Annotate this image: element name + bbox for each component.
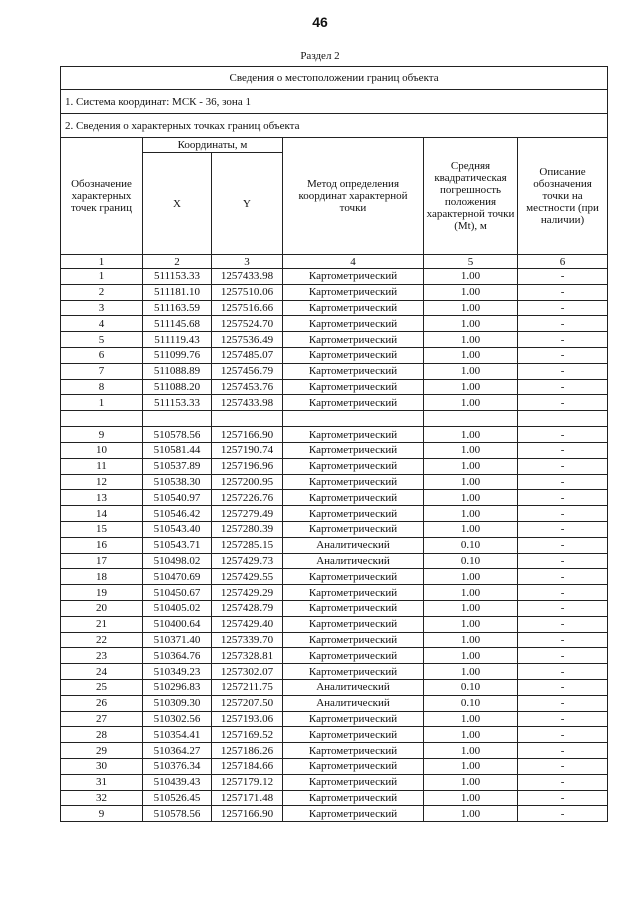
method-cell: Картометрический xyxy=(283,632,424,648)
error-cell: 1.00 xyxy=(424,616,518,632)
point-id-cell: 28 xyxy=(61,727,143,743)
point-id-cell: 1 xyxy=(61,269,143,285)
x-coordinate-cell: 510371.40 xyxy=(143,632,212,648)
x-coordinate-cell: 511099.76 xyxy=(143,347,212,363)
description-cell: - xyxy=(518,316,608,332)
point-id-cell: 23 xyxy=(61,648,143,664)
description-cell: - xyxy=(518,585,608,601)
y-coordinate-cell: 1257285.15 xyxy=(212,537,283,553)
y-coordinate-cell: 1257302.07 xyxy=(212,664,283,680)
table-row xyxy=(61,316,608,332)
method-cell: Картометрический xyxy=(283,569,424,585)
y-coordinate-cell: 1257428.79 xyxy=(212,600,283,616)
x-coordinate-cell: 510578.56 xyxy=(143,427,212,443)
y-coordinate-cell: 1257339.70 xyxy=(212,632,283,648)
point-id-cell: 26 xyxy=(61,695,143,711)
column-number-row xyxy=(61,255,608,269)
error-cell: 1.00 xyxy=(424,648,518,664)
method-cell: Картометрический xyxy=(283,616,424,632)
point-id-cell: 31 xyxy=(61,774,143,790)
y-coordinate-cell: 1257429.29 xyxy=(212,585,283,601)
description-cell: - xyxy=(518,743,608,759)
method-cell: Аналитический xyxy=(283,553,424,569)
point-id-cell: 9 xyxy=(61,427,143,443)
description-cell: - xyxy=(518,790,608,806)
description-cell: - xyxy=(518,284,608,300)
error-cell: 1.00 xyxy=(424,743,518,759)
column-number: 6 xyxy=(518,255,608,269)
x-coordinate-cell: 510439.43 xyxy=(143,774,212,790)
x-coordinate-cell: 510581.44 xyxy=(143,442,212,458)
x-coordinate-cell: 511153.33 xyxy=(143,395,212,411)
table-row xyxy=(61,616,608,632)
x-coordinate-cell: 511181.10 xyxy=(143,284,212,300)
description-cell: - xyxy=(518,553,608,569)
table-row xyxy=(61,664,608,680)
y-coordinate-cell: 1257280.39 xyxy=(212,521,283,537)
error-cell: 1.00 xyxy=(424,758,518,774)
description-cell: - xyxy=(518,537,608,553)
header-coordinates: Координаты, м xyxy=(143,138,283,153)
separator-cell xyxy=(212,411,283,427)
x-coordinate-cell: 510578.56 xyxy=(143,806,212,822)
error-cell: 1.00 xyxy=(424,300,518,316)
column-number: 1 xyxy=(61,255,143,269)
table-row xyxy=(61,474,608,490)
point-id-cell: 18 xyxy=(61,569,143,585)
method-cell: Картометрический xyxy=(283,427,424,443)
y-coordinate-cell: 1257429.73 xyxy=(212,553,283,569)
x-coordinate-cell: 510526.45 xyxy=(143,790,212,806)
description-cell: - xyxy=(518,632,608,648)
table-title: Сведения о местоположении границ объекта xyxy=(61,67,608,90)
point-id-cell: 29 xyxy=(61,743,143,759)
x-coordinate-cell: 510546.42 xyxy=(143,506,212,522)
y-coordinate-cell: 1257536.49 xyxy=(212,332,283,348)
method-cell: Картометрический xyxy=(283,490,424,506)
error-cell: 1.00 xyxy=(424,474,518,490)
method-cell: Картометрический xyxy=(283,727,424,743)
point-id-cell: 19 xyxy=(61,585,143,601)
error-cell: 1.00 xyxy=(424,600,518,616)
x-coordinate-cell: 511163.59 xyxy=(143,300,212,316)
description-cell: - xyxy=(518,806,608,822)
error-cell: 1.00 xyxy=(424,427,518,443)
y-coordinate-cell: 1257510.06 xyxy=(212,284,283,300)
description-cell: - xyxy=(518,379,608,395)
table-row xyxy=(61,679,608,695)
description-cell: - xyxy=(518,711,608,727)
y-coordinate-cell: 1257169.52 xyxy=(212,727,283,743)
y-coordinate-cell: 1257193.06 xyxy=(212,711,283,727)
x-coordinate-cell: 510405.02 xyxy=(143,600,212,616)
header-error: Средняя квадратическая погрешность положения характерной точки (Mt), м xyxy=(424,138,518,255)
header-method: Метод определения координат характерной точки xyxy=(283,138,424,255)
error-cell: 1.00 xyxy=(424,806,518,822)
table-row xyxy=(61,427,608,443)
method-cell: Картометрический xyxy=(283,347,424,363)
y-coordinate-cell: 1257179.12 xyxy=(212,774,283,790)
table-row xyxy=(61,332,608,348)
point-id-cell: 14 xyxy=(61,506,143,522)
x-coordinate-cell: 511088.89 xyxy=(143,363,212,379)
x-coordinate-cell: 511088.20 xyxy=(143,379,212,395)
table-row xyxy=(61,379,608,395)
separator-cell xyxy=(143,411,212,427)
method-cell: Картометрический xyxy=(283,711,424,727)
error-cell: 1.00 xyxy=(424,727,518,743)
description-cell: - xyxy=(518,363,608,379)
description-cell: - xyxy=(518,616,608,632)
description-cell: - xyxy=(518,474,608,490)
x-coordinate-cell: 510309.30 xyxy=(143,695,212,711)
description-cell: - xyxy=(518,395,608,411)
error-cell: 1.00 xyxy=(424,269,518,285)
y-coordinate-cell: 1257184.66 xyxy=(212,758,283,774)
column-number: 4 xyxy=(283,255,424,269)
x-coordinate-cell: 510364.27 xyxy=(143,743,212,759)
method-cell: Картометрический xyxy=(283,806,424,822)
section-label: Раздел 2 xyxy=(300,50,340,62)
table-row xyxy=(61,363,608,379)
point-id-cell: 2 xyxy=(61,284,143,300)
method-cell: Картометрический xyxy=(283,332,424,348)
error-cell: 1.00 xyxy=(424,284,518,300)
method-cell: Картометрический xyxy=(283,395,424,411)
column-number: 2 xyxy=(143,255,212,269)
description-cell: - xyxy=(518,569,608,585)
description-cell: - xyxy=(518,442,608,458)
point-id-cell: 5 xyxy=(61,332,143,348)
method-cell: Картометрический xyxy=(283,379,424,395)
description-cell: - xyxy=(518,521,608,537)
table-row xyxy=(61,442,608,458)
header-designation: Обозначение характерных точек границ xyxy=(61,138,143,255)
error-cell: 1.00 xyxy=(424,490,518,506)
column-number: 5 xyxy=(424,255,518,269)
error-cell: 0.10 xyxy=(424,695,518,711)
x-coordinate-cell: 510450.67 xyxy=(143,585,212,601)
table-row xyxy=(61,300,608,316)
description-cell: - xyxy=(518,727,608,743)
description-cell: - xyxy=(518,332,608,348)
method-cell: Картометрический xyxy=(283,284,424,300)
description-cell: - xyxy=(518,427,608,443)
x-coordinate-cell: 510376.34 xyxy=(143,758,212,774)
table-row xyxy=(61,743,608,759)
point-id-cell: 24 xyxy=(61,664,143,680)
error-cell: 1.00 xyxy=(424,395,518,411)
y-coordinate-cell: 1257433.98 xyxy=(212,395,283,411)
x-coordinate-cell: 510537.89 xyxy=(143,458,212,474)
point-id-cell: 27 xyxy=(61,711,143,727)
table-row xyxy=(61,284,608,300)
points-heading-row xyxy=(61,114,608,138)
coord-system-row xyxy=(61,90,608,114)
point-id-cell: 1 xyxy=(61,395,143,411)
method-cell: Аналитический xyxy=(283,695,424,711)
y-coordinate-cell: 1257433.98 xyxy=(212,269,283,285)
method-cell: Картометрический xyxy=(283,758,424,774)
point-id-cell: 10 xyxy=(61,442,143,458)
table-row xyxy=(61,632,608,648)
table-row xyxy=(61,490,608,506)
table-row xyxy=(61,395,608,411)
point-id-cell: 15 xyxy=(61,521,143,537)
method-cell: Картометрический xyxy=(283,458,424,474)
description-cell: - xyxy=(518,490,608,506)
x-coordinate-cell: 510296.83 xyxy=(143,679,212,695)
y-coordinate-cell: 1257166.90 xyxy=(212,806,283,822)
y-coordinate-cell: 1257200.95 xyxy=(212,474,283,490)
y-coordinate-cell: 1257171.48 xyxy=(212,790,283,806)
description-cell: - xyxy=(518,269,608,285)
table-row xyxy=(61,774,608,790)
points-heading-text: 2. Сведения о характерных точках границ объекта xyxy=(61,114,608,138)
method-cell: Картометрический xyxy=(283,506,424,522)
point-id-cell: 9 xyxy=(61,806,143,822)
table-row xyxy=(61,521,608,537)
y-coordinate-cell: 1257279.49 xyxy=(212,506,283,522)
table-row xyxy=(61,347,608,363)
table-row xyxy=(61,553,608,569)
method-cell: Картометрический xyxy=(283,316,424,332)
table-row xyxy=(61,585,608,601)
separator-cell xyxy=(518,411,608,427)
error-cell: 1.00 xyxy=(424,363,518,379)
x-coordinate-cell: 510400.64 xyxy=(143,616,212,632)
description-cell: - xyxy=(518,600,608,616)
y-coordinate-cell: 1257485.07 xyxy=(212,347,283,363)
point-id-cell: 6 xyxy=(61,347,143,363)
table-row xyxy=(61,790,608,806)
error-cell: 1.00 xyxy=(424,506,518,522)
table-row xyxy=(61,727,608,743)
table-row xyxy=(61,806,608,822)
header-x: X xyxy=(143,153,212,255)
header-description: Описание обозначения точки на местности (при наличии) xyxy=(518,138,608,255)
y-coordinate-cell: 1257328.81 xyxy=(212,648,283,664)
separator-cell xyxy=(424,411,518,427)
x-coordinate-cell: 510538.30 xyxy=(143,474,212,490)
table-row xyxy=(61,600,608,616)
column-number: 3 xyxy=(212,255,283,269)
table-row xyxy=(61,458,608,474)
table-row xyxy=(61,537,608,553)
y-coordinate-cell: 1257453.76 xyxy=(212,379,283,395)
method-cell: Картометрический xyxy=(283,585,424,601)
table-body xyxy=(61,67,608,822)
table-row xyxy=(61,758,608,774)
point-id-cell: 22 xyxy=(61,632,143,648)
header-row-1 xyxy=(61,138,608,153)
x-coordinate-cell: 510302.56 xyxy=(143,711,212,727)
point-id-cell: 21 xyxy=(61,616,143,632)
point-id-cell: 4 xyxy=(61,316,143,332)
point-id-cell: 32 xyxy=(61,790,143,806)
y-coordinate-cell: 1257524.70 xyxy=(212,316,283,332)
table-row xyxy=(61,269,608,285)
error-cell: 0.10 xyxy=(424,679,518,695)
point-id-cell: 25 xyxy=(61,679,143,695)
error-cell: 1.00 xyxy=(424,585,518,601)
method-cell: Картометрический xyxy=(283,790,424,806)
x-coordinate-cell: 510498.02 xyxy=(143,553,212,569)
y-coordinate-cell: 1257429.40 xyxy=(212,616,283,632)
y-coordinate-cell: 1257186.26 xyxy=(212,743,283,759)
x-coordinate-cell: 511119.43 xyxy=(143,332,212,348)
table-title-row xyxy=(61,67,608,90)
error-cell: 0.10 xyxy=(424,553,518,569)
description-cell: - xyxy=(518,774,608,790)
point-id-cell: 20 xyxy=(61,600,143,616)
method-cell: Картометрический xyxy=(283,474,424,490)
x-coordinate-cell: 510349.23 xyxy=(143,664,212,680)
x-coordinate-cell: 510470.69 xyxy=(143,569,212,585)
y-coordinate-cell: 1257456.79 xyxy=(212,363,283,379)
description-cell: - xyxy=(518,300,608,316)
method-cell: Картометрический xyxy=(283,363,424,379)
x-coordinate-cell: 510540.97 xyxy=(143,490,212,506)
error-cell: 1.00 xyxy=(424,569,518,585)
separator-row xyxy=(61,411,608,427)
error-cell: 1.00 xyxy=(424,790,518,806)
description-cell: - xyxy=(518,695,608,711)
x-coordinate-cell: 510543.40 xyxy=(143,521,212,537)
method-cell: Картометрический xyxy=(283,743,424,759)
method-cell: Картометрический xyxy=(283,774,424,790)
separator-cell xyxy=(283,411,424,427)
method-cell: Картометрический xyxy=(283,442,424,458)
description-cell: - xyxy=(518,758,608,774)
description-cell: - xyxy=(518,458,608,474)
error-cell: 1.00 xyxy=(424,664,518,680)
error-cell: 0.10 xyxy=(424,537,518,553)
y-coordinate-cell: 1257166.90 xyxy=(212,427,283,443)
x-coordinate-cell: 510364.76 xyxy=(143,648,212,664)
method-cell: Картометрический xyxy=(283,300,424,316)
x-coordinate-cell: 510354.41 xyxy=(143,727,212,743)
method-cell: Картометрический xyxy=(283,521,424,537)
table-row xyxy=(61,506,608,522)
description-cell: - xyxy=(518,347,608,363)
header-y: Y xyxy=(212,153,283,255)
error-cell: 1.00 xyxy=(424,774,518,790)
description-cell: - xyxy=(518,648,608,664)
method-cell: Картометрический xyxy=(283,664,424,680)
y-coordinate-cell: 1257211.75 xyxy=(212,679,283,695)
y-coordinate-cell: 1257429.55 xyxy=(212,569,283,585)
y-coordinate-cell: 1257190.74 xyxy=(212,442,283,458)
table-row xyxy=(61,569,608,585)
point-id-cell: 13 xyxy=(61,490,143,506)
description-cell: - xyxy=(518,664,608,680)
x-coordinate-cell: 510543.71 xyxy=(143,537,212,553)
y-coordinate-cell: 1257516.66 xyxy=(212,300,283,316)
separator-cell xyxy=(61,411,143,427)
point-id-cell: 8 xyxy=(61,379,143,395)
boundary-points-table xyxy=(60,66,608,822)
error-cell: 1.00 xyxy=(424,711,518,727)
point-id-cell: 7 xyxy=(61,363,143,379)
point-id-cell: 3 xyxy=(61,300,143,316)
error-cell: 1.00 xyxy=(424,316,518,332)
error-cell: 1.00 xyxy=(424,521,518,537)
table-row xyxy=(61,695,608,711)
error-cell: 1.00 xyxy=(424,347,518,363)
error-cell: 1.00 xyxy=(424,332,518,348)
method-cell: Картометрический xyxy=(283,269,424,285)
description-cell: - xyxy=(518,506,608,522)
error-cell: 1.00 xyxy=(424,442,518,458)
x-coordinate-cell: 511153.33 xyxy=(143,269,212,285)
y-coordinate-cell: 1257196.96 xyxy=(212,458,283,474)
point-id-cell: 17 xyxy=(61,553,143,569)
coord-system-text: 1. Система координат: МСК - 36, зона 1 xyxy=(61,90,608,114)
method-cell: Картометрический xyxy=(283,648,424,664)
method-cell: Аналитический xyxy=(283,537,424,553)
x-coordinate-cell: 511145.68 xyxy=(143,316,212,332)
table-row xyxy=(61,648,608,664)
point-id-cell: 12 xyxy=(61,474,143,490)
error-cell: 1.00 xyxy=(424,458,518,474)
description-cell: - xyxy=(518,679,608,695)
point-id-cell: 16 xyxy=(61,537,143,553)
y-coordinate-cell: 1257207.50 xyxy=(212,695,283,711)
table-row xyxy=(61,711,608,727)
page-number: 46 xyxy=(312,14,328,30)
point-id-cell: 30 xyxy=(61,758,143,774)
method-cell: Аналитический xyxy=(283,679,424,695)
method-cell: Картометрический xyxy=(283,600,424,616)
point-id-cell: 11 xyxy=(61,458,143,474)
error-cell: 1.00 xyxy=(424,379,518,395)
error-cell: 1.00 xyxy=(424,632,518,648)
y-coordinate-cell: 1257226.76 xyxy=(212,490,283,506)
